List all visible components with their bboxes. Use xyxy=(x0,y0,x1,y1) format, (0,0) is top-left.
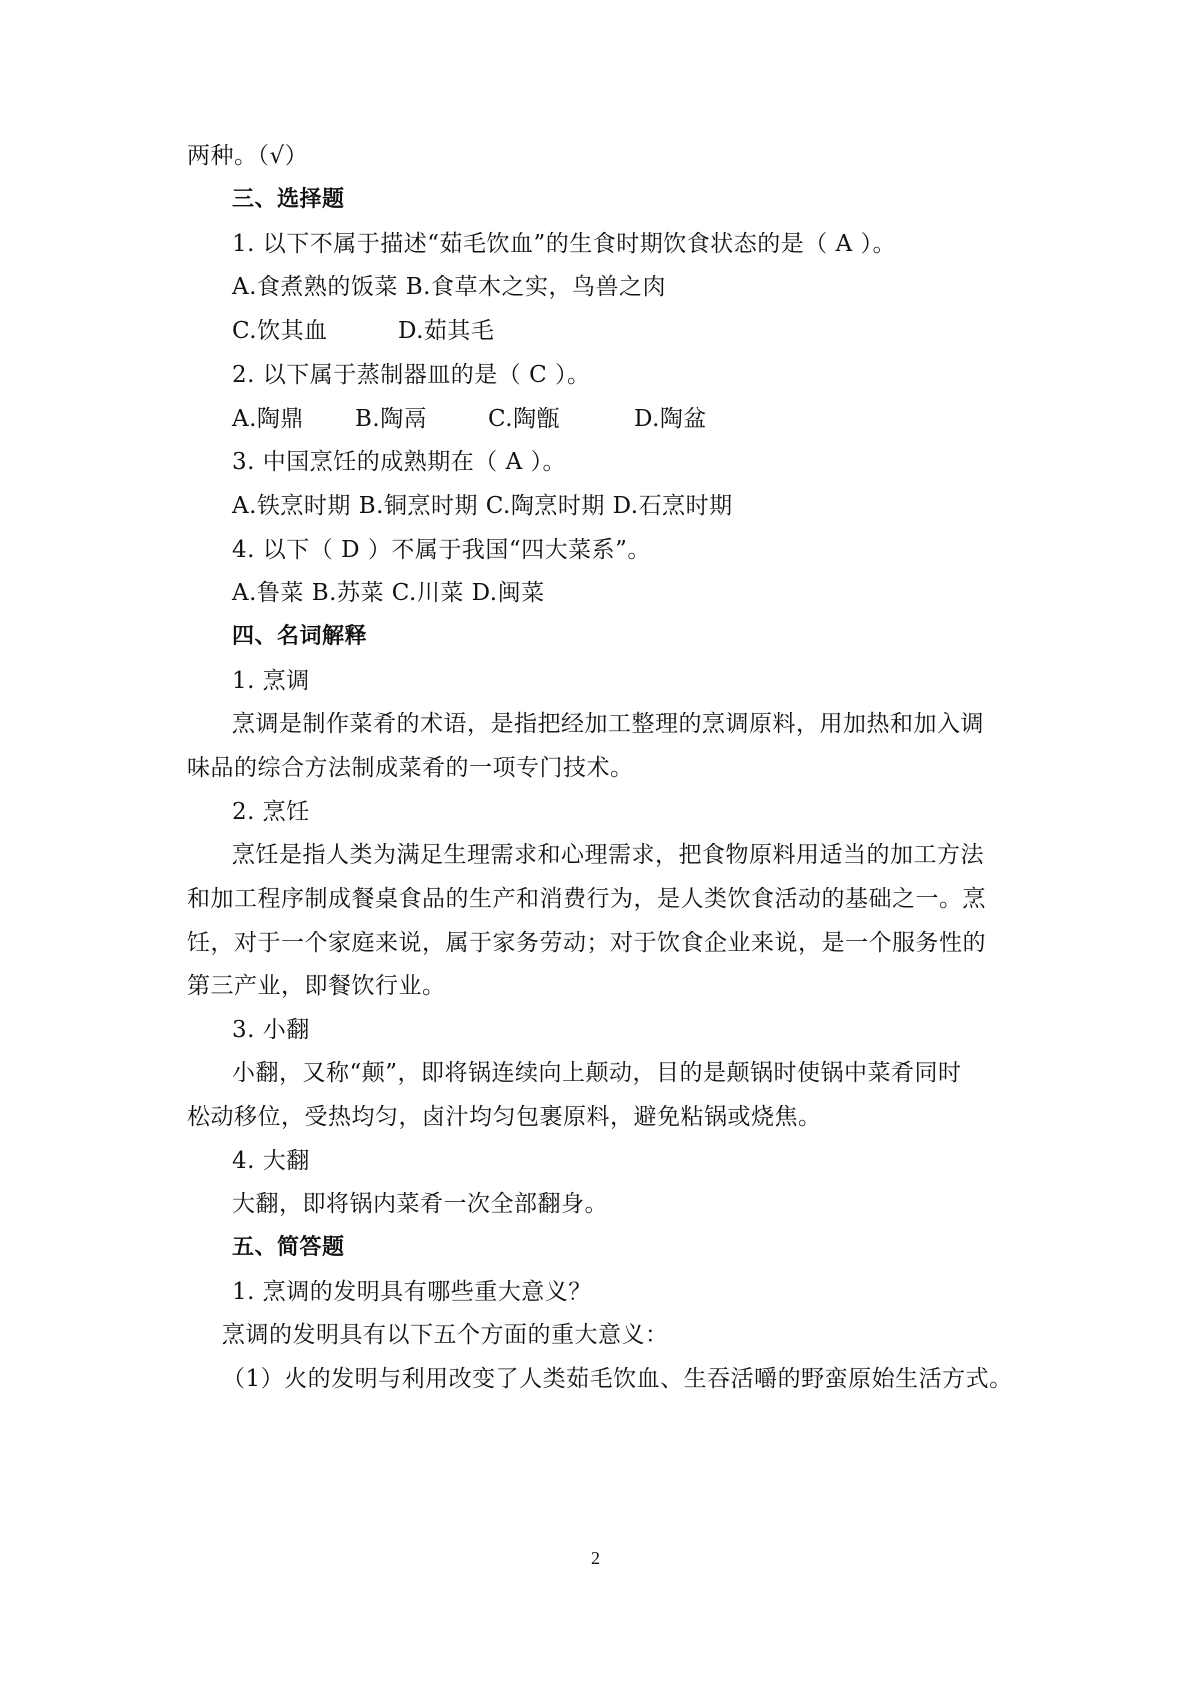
term-2-title: 2. 烹饪 xyxy=(232,799,310,825)
question-2-option-c: C.陶甑 xyxy=(488,406,561,432)
question-4-options: A.鲁菜 B.苏菜 C.川菜 D.闽菜 xyxy=(232,580,545,606)
continued-line: 两种。（√） xyxy=(187,143,309,169)
short-answer-point-1: （1）火的发明与利用改变了人类茹毛饮血、生吞活嚼的野蛮原始生活方式。 xyxy=(222,1366,1013,1392)
term-2-line-3: 饪，对于一个家庭来说，属于家务劳动；对于饮食企业来说，是一个服务性的 xyxy=(187,930,986,956)
question-2: 2. 以下属于蒸制器皿的是（ C ）。 xyxy=(232,362,591,388)
short-answer-question-1: 1. 烹调的发明具有哪些重大意义？ xyxy=(232,1279,592,1305)
question-2-option-b: B.陶鬲 xyxy=(355,406,428,432)
section-heading-terms: 四、名词解释 xyxy=(232,624,368,649)
term-1-line-2: 味品的综合方法制成菜肴的一项专门技术。 xyxy=(187,755,634,781)
term-2-line-1: 烹饪是指人类为满足生理需求和心理需求，把食物原料用适当的加工方法 xyxy=(232,842,984,868)
term-1-line-1: 烹调是制作菜肴的术语，是指把经加工整理的烹调原料，用加热和加入调 xyxy=(232,711,984,737)
question-1-option-d: D.茹其毛 xyxy=(398,318,495,344)
term-2-line-2: 和加工程序制成餐桌食品的生产和消费行为，是人类饮食活动的基础之一。烹 xyxy=(187,886,986,912)
page-number: 2 xyxy=(591,1548,600,1568)
short-answer-intro: 烹调的发明具有以下五个方面的重大意义： xyxy=(222,1322,669,1348)
question-3-options: A.铁烹时期 B.铜烹时期 C.陶烹时期 D.石烹时期 xyxy=(232,493,733,519)
section-heading-choice: 三、选择题 xyxy=(232,187,345,212)
term-3-line-2: 松动移位，受热均匀，卤汁均匀包裹原料，避免粘锅或烧焦。 xyxy=(187,1104,822,1130)
term-4-line-1: 大翻，即将锅内菜肴一次全部翻身。 xyxy=(232,1191,608,1217)
question-3: 3. 中国烹饪的成熟期在（ A ）。 xyxy=(232,449,566,475)
term-4-title: 4. 大翻 xyxy=(232,1148,310,1174)
question-1: 1. 以下不属于描述“茹毛饮血”的生食时期饮食状态的是（ A ）。 xyxy=(232,231,897,257)
section-heading-short-answer: 五、简答题 xyxy=(232,1235,345,1260)
question-2-option-d: D.陶盆 xyxy=(634,406,707,432)
question-2-option-a: A.陶鼎 xyxy=(232,406,304,432)
term-3-line-1: 小翻，又称“颠”，即将锅连续向上颠动，目的是颠锅时使锅中菜肴同时 xyxy=(232,1060,962,1086)
term-2-line-4: 第三产业，即餐饮行业。 xyxy=(187,973,446,999)
question-1-options-ab: A.食煮熟的饭菜 B.食草木之实，鸟兽之肉 xyxy=(232,274,666,300)
question-1-option-c: C.饮其血 xyxy=(232,318,328,344)
term-3-title: 3. 小翻 xyxy=(232,1017,310,1043)
question-4: 4. 以下（ D ）不属于我国“四大菜系”。 xyxy=(232,537,651,563)
term-1-title: 1. 烹调 xyxy=(232,668,310,694)
